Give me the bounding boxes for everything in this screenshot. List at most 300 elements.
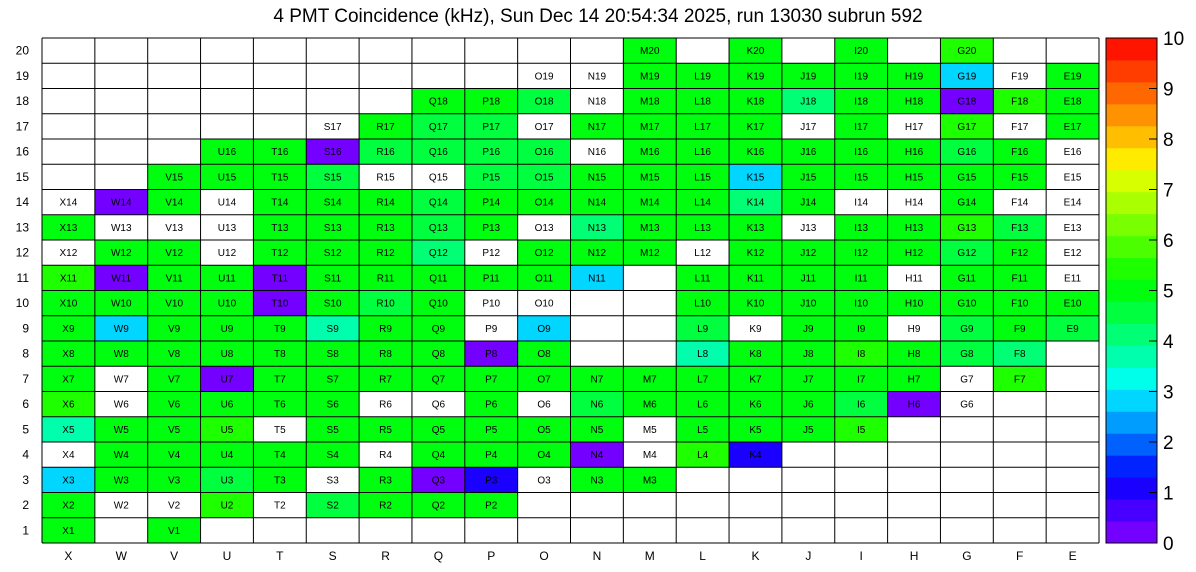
cell-label-V9: V9 xyxy=(168,323,181,335)
y-tick-label: 10 xyxy=(15,296,29,311)
x-tick-label: K xyxy=(751,549,760,563)
cell-label-K4: K4 xyxy=(749,450,762,462)
colorbar-tick-label: 6 xyxy=(1163,231,1174,252)
cell-label-Q16: Q16 xyxy=(428,147,448,159)
y-tick-label: 6 xyxy=(22,397,29,412)
cell-label-O8: O8 xyxy=(537,349,551,361)
cell-label-R8: R8 xyxy=(379,349,392,361)
cell-label-M12: M12 xyxy=(640,248,660,260)
colorbar-tick-label: 2 xyxy=(1163,433,1174,454)
cell-label-V5: V5 xyxy=(168,424,181,436)
cell-label-T11: T11 xyxy=(271,273,289,285)
colorbar-segment xyxy=(1106,126,1157,148)
colorbar xyxy=(1106,29,1184,555)
cell-label-R15: R15 xyxy=(376,172,395,184)
cell-label-L14: L14 xyxy=(694,197,711,209)
cell-label-H14: H14 xyxy=(904,197,924,209)
colorbar-segment xyxy=(1106,60,1157,82)
cell-label-T5: T5 xyxy=(273,424,286,436)
cell-label-J10: J10 xyxy=(800,298,817,310)
y-tick-label: 11 xyxy=(16,270,29,285)
y-tick-label: 16 xyxy=(15,144,29,159)
cell-label-T8: T8 xyxy=(273,349,286,361)
cell-label-J7: J7 xyxy=(803,374,814,386)
cell-label-N15: N15 xyxy=(587,172,607,184)
cell-label-L4: L4 xyxy=(697,450,709,462)
colorbar-segment xyxy=(1106,148,1157,170)
colorbar-tick-label: 3 xyxy=(1163,382,1174,404)
cell-label-P2: P2 xyxy=(485,500,498,512)
cell-label-G11: G11 xyxy=(957,273,976,285)
y-tick-label: 2 xyxy=(22,498,29,513)
cell-label-K13: K13 xyxy=(746,222,765,234)
cell-label-F13: F13 xyxy=(1011,222,1029,234)
cell-label-I11: I11 xyxy=(854,273,868,285)
cell-label-R7: R7 xyxy=(379,374,392,386)
cell-label-G6: G6 xyxy=(960,399,974,411)
cell-label-V2: V2 xyxy=(168,500,181,512)
x-tick-label: L xyxy=(699,549,706,563)
cell-label-G15: G15 xyxy=(957,172,977,184)
cell-label-J17: J17 xyxy=(800,121,817,133)
cell-label-Q14: Q14 xyxy=(428,197,448,209)
cell-label-F17: F17 xyxy=(1011,121,1029,133)
cell-label-Q3: Q3 xyxy=(431,475,446,487)
cell-label-F12: F12 xyxy=(1011,248,1029,260)
cell-label-P14: P14 xyxy=(482,197,501,209)
colorbar-segment xyxy=(1106,323,1157,345)
cell-label-N3: N3 xyxy=(590,475,604,487)
cell-label-Q9: Q9 xyxy=(431,323,446,335)
cell-label-P18: P18 xyxy=(482,96,501,108)
cell-label-T12: T12 xyxy=(271,248,289,260)
cell-label-S14: S14 xyxy=(323,197,342,209)
cell-label-J14: J14 xyxy=(800,197,817,209)
cell-label-G16: G16 xyxy=(957,147,977,159)
cell-label-G12: G12 xyxy=(957,248,977,260)
cell-label-F11: F11 xyxy=(1011,273,1028,285)
cell-label-V7: V7 xyxy=(168,374,181,386)
heatmap-grid xyxy=(42,38,1099,543)
cell-label-R17: R17 xyxy=(376,121,395,133)
cell-label-R14: R14 xyxy=(376,197,395,209)
colorbar-tick-label: 5 xyxy=(1163,281,1174,303)
cell-label-R4: R4 xyxy=(379,450,392,462)
cell-label-Q11: Q11 xyxy=(429,273,448,285)
cell-label-L10: L10 xyxy=(694,298,711,310)
colorbar-tick-label: 0 xyxy=(1163,534,1174,555)
cell-label-W7: W7 xyxy=(113,374,129,386)
cell-label-W14: W14 xyxy=(110,197,132,209)
colorbar-tick-label: 7 xyxy=(1163,180,1174,202)
cell-label-T4: T4 xyxy=(273,450,286,462)
x-tick-label: G xyxy=(962,549,972,563)
colorbar-segment xyxy=(1106,367,1157,389)
cell-label-Q18: Q18 xyxy=(428,96,448,108)
cell-label-K15: K15 xyxy=(746,172,765,184)
cell-label-R6: R6 xyxy=(379,399,392,411)
cell-label-O9: O9 xyxy=(537,323,551,335)
cell-label-O15: O15 xyxy=(534,172,554,184)
colorbar-segment xyxy=(1106,258,1157,280)
cell-label-H8: H8 xyxy=(907,349,921,361)
cell-label-O4: O4 xyxy=(537,450,551,462)
cell-label-W9: W9 xyxy=(113,323,129,335)
cell-label-G17: G17 xyxy=(957,121,977,133)
cell-label-Q2: Q2 xyxy=(431,500,446,512)
colorbar-segment xyxy=(1106,82,1157,104)
x-tick-label: N xyxy=(592,549,602,563)
y-tick-label: 3 xyxy=(22,472,29,487)
cell-label-K12: K12 xyxy=(746,248,765,260)
cell-label-W13: W13 xyxy=(110,222,132,234)
cell-label-T2: T2 xyxy=(273,500,286,512)
x-tick-label: M xyxy=(644,549,655,563)
cell-label-O17: O17 xyxy=(534,121,554,133)
cell-label-O14: O14 xyxy=(534,197,554,209)
y-tick-label: 9 xyxy=(22,321,29,336)
colorbar-segment xyxy=(1106,345,1157,367)
cell-label-E10: E10 xyxy=(1063,298,1082,310)
cell-label-U8: U8 xyxy=(220,349,234,361)
cell-label-I13: I13 xyxy=(854,222,869,234)
cell-label-I10: I10 xyxy=(854,298,869,310)
cell-label-G10: G10 xyxy=(957,298,977,310)
x-tick-label: T xyxy=(276,549,284,563)
cell-label-R2: R2 xyxy=(379,500,392,512)
colorbar-segment xyxy=(1106,192,1157,214)
cell-label-T13: T13 xyxy=(271,222,289,234)
cell-label-J13: J13 xyxy=(800,222,817,234)
cell-label-S15: S15 xyxy=(323,172,342,184)
cell-label-K17: K17 xyxy=(746,121,765,133)
x-tick-label: H xyxy=(909,549,919,563)
cell-label-X1: X1 xyxy=(62,525,75,537)
colorbar-segment xyxy=(1106,433,1157,455)
cell-label-E12: E12 xyxy=(1063,248,1082,260)
cell-label-H11: H11 xyxy=(905,273,923,285)
cell-label-S8: S8 xyxy=(326,349,339,361)
x-tick-label: W xyxy=(115,549,127,563)
cell-label-W5: W5 xyxy=(113,424,129,436)
cell-label-V6: V6 xyxy=(168,399,181,411)
cell-label-S6: S6 xyxy=(326,399,339,411)
y-tick-label: 8 xyxy=(22,346,29,361)
cell-label-K20: K20 xyxy=(746,46,765,58)
cell-label-N17: N17 xyxy=(587,121,607,133)
cell-label-S12: S12 xyxy=(323,248,342,260)
cell-label-R3: R3 xyxy=(379,475,392,487)
y-tick-label: 4 xyxy=(22,447,29,462)
y-tick-label: 20 xyxy=(15,43,29,58)
cell-label-L19: L19 xyxy=(694,71,711,83)
cell-label-S9: S9 xyxy=(326,323,339,335)
cell-label-M3: M3 xyxy=(642,475,657,487)
cell-label-J18: J18 xyxy=(800,96,817,108)
cell-label-X14: X14 xyxy=(59,197,78,209)
cell-label-F8: F8 xyxy=(1013,349,1026,361)
colorbar-segment xyxy=(1106,236,1157,258)
colorbar-segment xyxy=(1106,214,1157,236)
cell-label-W11: W11 xyxy=(111,273,132,285)
cell-label-U10: U10 xyxy=(217,298,237,310)
cell-label-R11: R11 xyxy=(376,273,395,285)
cell-label-F15: F15 xyxy=(1011,172,1029,184)
x-tick-label: X xyxy=(64,549,73,563)
cell-label-H7: H7 xyxy=(907,374,921,386)
cell-label-U13: U13 xyxy=(217,222,237,234)
cell-label-R5: R5 xyxy=(379,424,392,436)
cell-label-V8: V8 xyxy=(168,349,181,361)
cell-label-L12: L12 xyxy=(694,248,711,260)
cell-label-X13: X13 xyxy=(59,222,78,234)
y-tick-label: 13 xyxy=(15,220,29,235)
colorbar-segment xyxy=(1106,455,1157,477)
cell-label-L17: L17 xyxy=(694,121,711,133)
cell-label-G8: G8 xyxy=(960,349,974,361)
cell-label-X9: X9 xyxy=(62,323,75,335)
cell-label-J6: J6 xyxy=(803,399,814,411)
cell-label-V3: V3 xyxy=(168,475,181,487)
cell-label-J12: J12 xyxy=(800,248,817,260)
cell-label-P17: P17 xyxy=(482,121,501,133)
colorbar-tick-label: 10 xyxy=(1163,29,1185,50)
cell-label-F14: F14 xyxy=(1011,197,1029,209)
cell-label-J5: J5 xyxy=(803,424,814,436)
cell-label-W8: W8 xyxy=(113,349,129,361)
cell-label-K18: K18 xyxy=(746,96,765,108)
cell-label-R13: R13 xyxy=(376,222,395,234)
cell-label-X5: X5 xyxy=(62,424,75,436)
cell-label-G18: G18 xyxy=(957,96,977,108)
cell-label-M15: M15 xyxy=(640,172,660,184)
cell-label-F9: F9 xyxy=(1013,323,1026,335)
cell-label-E18: E18 xyxy=(1063,96,1082,108)
cell-label-E19: E19 xyxy=(1063,71,1082,83)
cell-label-F19: F19 xyxy=(1011,71,1029,83)
colorbar-tick-label: 1 xyxy=(1163,483,1174,505)
x-axis-tick-labels xyxy=(64,549,1076,563)
cell-label-H6: H6 xyxy=(907,399,921,411)
y-axis-tick-labels xyxy=(16,44,30,538)
cell-label-L6: L6 xyxy=(697,399,709,411)
cell-label-X2: X2 xyxy=(62,500,75,512)
cell-label-X12: X12 xyxy=(59,248,78,260)
x-tick-label: S xyxy=(328,549,337,563)
cell-label-W10: W10 xyxy=(110,298,132,310)
cell-label-K9: K9 xyxy=(749,323,762,335)
cell-label-N12: N12 xyxy=(587,248,607,260)
cell-label-U6: U6 xyxy=(220,399,234,411)
cell-label-E14: E14 xyxy=(1063,197,1082,209)
cell-label-M18: M18 xyxy=(640,96,660,108)
cell-label-P10: P10 xyxy=(482,298,501,310)
x-tick-label: J xyxy=(805,549,812,563)
cell-label-P8: P8 xyxy=(485,349,498,361)
cell-label-Q8: Q8 xyxy=(431,349,446,361)
cell-label-G13: G13 xyxy=(957,222,977,234)
cell-label-W3: W3 xyxy=(113,475,129,487)
cell-label-E11: E11 xyxy=(1064,273,1082,285)
x-tick-label: R xyxy=(381,549,390,563)
cell-label-L11: L11 xyxy=(694,273,711,285)
cell-label-L5: L5 xyxy=(697,424,709,436)
cell-label-W12: W12 xyxy=(110,248,132,260)
cell-label-Q4: Q4 xyxy=(431,450,446,462)
y-tick-label: 12 xyxy=(15,245,29,260)
colorbar-tick-label: 8 xyxy=(1163,130,1174,151)
cell-label-L13: L13 xyxy=(694,222,711,234)
cell-label-J11: J11 xyxy=(800,273,817,285)
cell-label-V13: V13 xyxy=(165,222,184,234)
cell-label-L16: L16 xyxy=(694,147,711,159)
cell-label-M19: M19 xyxy=(640,71,660,83)
cell-label-J19: J19 xyxy=(800,71,817,83)
cell-label-S16: S16 xyxy=(323,147,342,159)
colorbar-segment xyxy=(1106,411,1157,433)
cell-label-S10: S10 xyxy=(323,298,342,310)
cell-label-O10: O10 xyxy=(534,298,554,310)
cell-label-X6: X6 xyxy=(62,399,75,411)
cell-label-Q13: Q13 xyxy=(428,222,448,234)
cell-label-W4: W4 xyxy=(113,450,129,462)
cell-label-R9: R9 xyxy=(379,323,392,335)
y-tick-label: 14 xyxy=(15,195,29,210)
cell-label-L9: L9 xyxy=(697,323,709,335)
colorbar-segment xyxy=(1106,477,1157,499)
cell-label-O5: O5 xyxy=(537,424,551,436)
cell-label-I16: I16 xyxy=(854,147,869,159)
x-tick-label: E xyxy=(1068,549,1077,563)
colorbar-segment xyxy=(1106,389,1157,411)
cell-label-I7: I7 xyxy=(857,374,866,386)
cell-label-O3: O3 xyxy=(537,475,551,487)
cell-label-G19: G19 xyxy=(957,71,977,83)
cell-label-O19: O19 xyxy=(534,71,554,83)
cell-label-U2: U2 xyxy=(220,500,234,512)
cell-label-O6: O6 xyxy=(537,399,551,411)
cell-label-P11: P11 xyxy=(482,273,500,285)
chart-title: 4 PMT Coincidence (kHz), Sun Dec 14 20:54:34 2025, run 13030 subrun 592 xyxy=(273,6,923,27)
cell-label-H19: H19 xyxy=(904,71,924,83)
cell-label-M7: M7 xyxy=(642,374,657,386)
cell-label-S7: S7 xyxy=(326,374,339,386)
x-tick-label: Q xyxy=(433,549,444,563)
cell-label-H9: H9 xyxy=(907,323,921,335)
cell-label-K16: K16 xyxy=(746,147,765,159)
cell-label-M4: M4 xyxy=(642,450,657,462)
cell-label-H12: H12 xyxy=(904,248,924,260)
cell-label-S13: S13 xyxy=(323,222,342,234)
cell-label-P9: P9 xyxy=(485,323,498,335)
cell-label-X3: X3 xyxy=(62,475,75,487)
cell-label-E16: E16 xyxy=(1063,147,1082,159)
cell-label-H16: H16 xyxy=(904,147,924,159)
cell-label-G20: G20 xyxy=(957,46,977,58)
cell-label-I17: I17 xyxy=(854,121,869,133)
y-tick-label: 15 xyxy=(15,169,29,184)
cell-label-S5: S5 xyxy=(326,424,339,436)
colorbar-tick-label: 4 xyxy=(1163,332,1174,353)
cell-label-U11: U11 xyxy=(218,273,236,285)
cell-label-T14: T14 xyxy=(271,197,289,209)
cell-label-R12: R12 xyxy=(376,248,395,260)
cell-label-P12: P12 xyxy=(482,248,501,260)
cell-label-I19: I19 xyxy=(854,71,869,83)
cell-label-M13: M13 xyxy=(640,222,660,234)
cell-label-P16: P16 xyxy=(482,147,501,159)
cell-label-I8: I8 xyxy=(857,349,866,361)
y-tick-label: 19 xyxy=(15,68,29,83)
cell-label-M17: M17 xyxy=(640,121,660,133)
colorbar-tick-label: 9 xyxy=(1163,79,1174,101)
cell-label-Q5: Q5 xyxy=(431,424,446,436)
cell-label-V1: V1 xyxy=(168,525,181,537)
cell-label-X7: X7 xyxy=(62,374,75,386)
cell-label-H13: H13 xyxy=(904,222,924,234)
cell-label-N14: N14 xyxy=(587,197,607,209)
cell-label-V4: V4 xyxy=(168,450,181,462)
cell-label-E17: E17 xyxy=(1063,121,1082,133)
cell-label-R16: R16 xyxy=(376,147,395,159)
cell-label-T7: T7 xyxy=(273,374,286,386)
cell-label-U9: U9 xyxy=(220,323,234,335)
cell-label-N18: N18 xyxy=(587,96,607,108)
cell-label-L8: L8 xyxy=(697,349,709,361)
x-tick-label: P xyxy=(487,549,496,563)
cell-label-V11: V11 xyxy=(165,273,183,285)
x-tick-label: U xyxy=(222,549,232,563)
cell-label-E9: E9 xyxy=(1066,323,1079,335)
y-tick-label: 18 xyxy=(15,94,29,109)
cell-label-K7: K7 xyxy=(749,374,762,386)
cell-label-O12: O12 xyxy=(534,248,554,260)
cell-label-J9: J9 xyxy=(803,323,814,335)
cell-label-T3: T3 xyxy=(273,475,286,487)
cell-label-K14: K14 xyxy=(746,197,765,209)
cell-label-O7: O7 xyxy=(537,374,551,386)
cell-label-G9: G9 xyxy=(960,323,974,335)
cell-label-K8: K8 xyxy=(749,349,762,361)
y-tick-label: 5 xyxy=(22,422,29,437)
cell-label-V12: V12 xyxy=(165,248,184,260)
cell-label-Q12: Q12 xyxy=(428,248,448,260)
cell-label-E13: E13 xyxy=(1063,222,1082,234)
y-tick-label: 17 xyxy=(15,119,29,134)
cell-label-N5: N5 xyxy=(590,424,604,436)
cell-label-N7: N7 xyxy=(590,374,604,386)
y-tick-label: 7 xyxy=(22,371,29,386)
colorbar-segment xyxy=(1106,38,1157,60)
cell-label-U12: U12 xyxy=(217,248,237,260)
cell-label-O13: O13 xyxy=(534,222,554,234)
cell-label-J16: J16 xyxy=(800,147,817,159)
colorbar-segment xyxy=(1106,170,1157,192)
cell-label-H18: H18 xyxy=(904,96,924,108)
y-tick-label: 1 xyxy=(22,523,29,538)
cell-label-M16: M16 xyxy=(640,147,660,159)
cell-label-O11: O11 xyxy=(534,273,554,285)
cell-label-G7: G7 xyxy=(960,374,974,386)
cell-label-I15: I15 xyxy=(854,172,869,184)
cell-label-Q10: Q10 xyxy=(428,298,448,310)
colorbar-segment xyxy=(1106,499,1157,521)
cell-label-J8: J8 xyxy=(803,349,814,361)
cell-label-T16: T16 xyxy=(271,147,289,159)
cell-label-S11: S11 xyxy=(324,273,342,285)
cell-label-R10: R10 xyxy=(376,298,395,310)
cell-label-X4: X4 xyxy=(62,450,75,462)
